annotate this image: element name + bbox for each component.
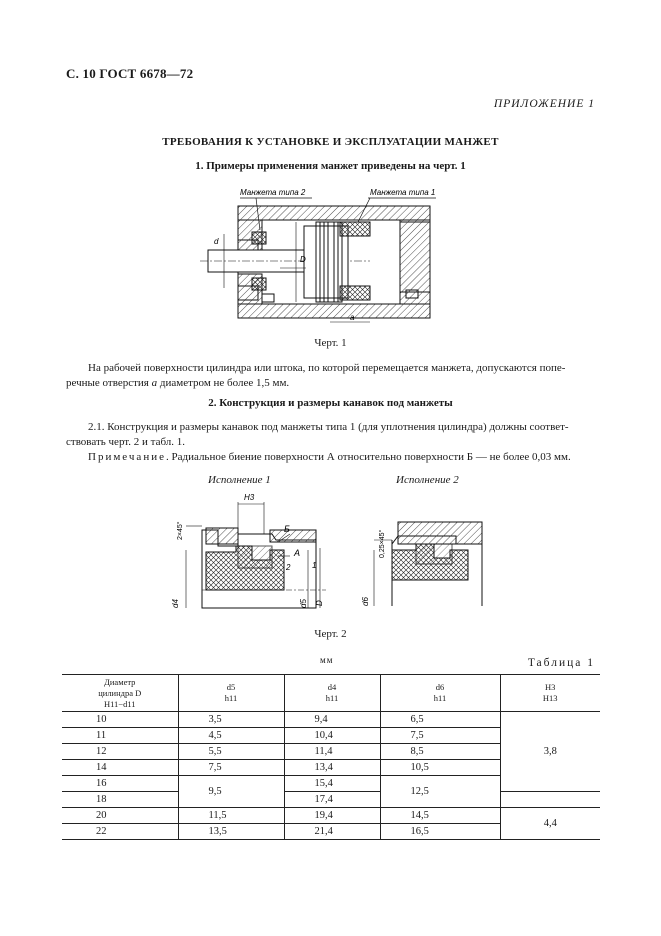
table-row — [62, 808, 600, 824]
note-text: . Радиальное биение поверхности А относительно поверхности Б — не более 0,03 мм. — [165, 451, 571, 463]
table-cell-h3-group2: 4,4 — [500, 808, 600, 840]
table-cell: 13,5 — [178, 824, 284, 840]
table-cell: 10 — [62, 712, 178, 728]
table-cell: 11,4 — [284, 744, 380, 760]
table-cell: 6,5 — [380, 712, 500, 728]
table-cell: 20 — [62, 808, 178, 824]
dimensions-table — [62, 674, 600, 840]
table-cell: 16,5 — [380, 824, 500, 840]
item-1-heading: 1. Примеры применения манжет приведены на черт. 1 — [195, 160, 466, 172]
table-cell: 5,5 — [178, 744, 284, 760]
table-cell: 11 — [62, 728, 178, 744]
col-header-d5 — [178, 675, 284, 712]
figure-2-variant-2-drawing — [356, 510, 492, 610]
fig2-dim-chamfer2: 0,25×45° — [379, 529, 386, 558]
col-header-diameter-l1: Диаметр — [104, 676, 136, 687]
note-word: Примечание — [88, 451, 166, 463]
fig2-dim-H3: H3 — [244, 493, 255, 502]
table-cell: 22 — [62, 824, 178, 840]
table-cell: 9,4 — [284, 712, 380, 728]
col-header-d6-l2: h11 — [433, 693, 447, 703]
col-header-d6-l1: d6 — [435, 682, 445, 692]
fig2-dim-d5: d5 — [299, 599, 308, 608]
variant-2-label: Исполнение 2 — [396, 474, 459, 486]
paragraph-holes-line1: На рабочей поверхности цилиндра или штока, по которой перемещается манжета, допускаются попе- — [88, 362, 566, 374]
paragraph-grooves-line2: ствовать черт. 2 и табл. 1. — [66, 436, 186, 448]
table-cell: 12 — [62, 744, 178, 760]
figure-2-variant-1-drawing — [166, 490, 336, 615]
table-cell: 9,5 — [178, 776, 284, 808]
table-cell: 7,5 — [380, 728, 500, 744]
fig1-dim-D: D — [300, 255, 306, 264]
table-row — [62, 712, 600, 728]
paragraph-holes-line2 — [66, 376, 598, 391]
figure-1-drawing — [200, 182, 450, 330]
table-cell: 21,4 — [284, 824, 380, 840]
page-header: С. 10 ГОСТ 6678—72 — [66, 66, 194, 81]
col-header-d4-l2: h11 — [325, 693, 339, 703]
table-cell: 16 — [62, 776, 178, 792]
table-cell: 15,4 — [284, 776, 380, 792]
fig2-label-B: Б — [284, 524, 290, 534]
col-header-d6 — [380, 675, 500, 712]
col-header-diameter-l3: H11−d11 — [103, 698, 136, 709]
paragraph-grooves — [66, 420, 598, 465]
col-header-d5-l2: h11 — [224, 693, 238, 703]
fig2-dim-d6: d6 — [361, 597, 370, 606]
fig2-label-A: А — [294, 548, 301, 558]
fig2-dim-chamfer1: 2×45° — [177, 521, 184, 540]
fig2-num2: 2 — [286, 563, 291, 572]
col-header-diameter — [62, 675, 178, 712]
col-header-h3-l2: H13 — [542, 693, 558, 703]
table-cell: 14,5 — [380, 808, 500, 824]
paragraph-holes-text-b: диаметром не более 1,5 мм. — [157, 377, 290, 389]
table-cell: 14 — [62, 760, 178, 776]
table-cell: 18 — [62, 792, 178, 808]
fig1-dim-a: a — [350, 313, 355, 322]
table-cell: 7,5 — [178, 760, 284, 776]
col-header-d5-l1: d5 — [226, 682, 236, 692]
units-label: мм — [320, 655, 334, 665]
table-cell: 12,5 — [380, 776, 500, 808]
paragraph-grooves-line1: 2.1. Конструкция и размеры канавок под манжеты типа 1 (для уплотнения цилиндра) должны соответ- — [88, 421, 569, 433]
figure-2-caption: Черт. 2 — [314, 628, 347, 640]
table-cell: 13,4 — [284, 760, 380, 776]
col-header-d4-l1: d4 — [327, 682, 337, 692]
paragraph-holes — [66, 361, 598, 391]
table-cell: 17,4 — [284, 792, 380, 808]
item-2-heading: 2. Конструкция и размеры канавок под манжеты — [208, 397, 453, 409]
section-title: ТРЕБОВАНИЯ К УСТАНОВКЕ И ЭКСПЛУАТАЦИИ МАНЖЕТ — [162, 136, 499, 148]
table-cell: 19,4 — [284, 808, 380, 824]
table-cell: 10,5 — [380, 760, 500, 776]
appendix-label: ПРИЛОЖЕНИЕ 1 — [493, 98, 595, 110]
variant-1-label: Исполнение 1 — [208, 474, 271, 486]
note-line — [66, 450, 598, 465]
table-cell: 11,5 — [178, 808, 284, 824]
fig1-label-type2: Манжета типа 2 — [240, 188, 306, 197]
fig1-label-type1: Манжета типа 1 — [370, 188, 436, 197]
paragraph-holes-text-a: речные отверстия — [66, 377, 152, 389]
table-cell: 3,5 — [178, 712, 284, 728]
fig2-dim-D: D — [315, 600, 324, 606]
fig2-dim-d4: d4 — [171, 599, 180, 608]
table-name: Таблица 1 — [527, 657, 595, 669]
col-header-h3-l1: H3 — [545, 682, 556, 692]
col-header-d4 — [284, 675, 380, 712]
table-cell-h3-group1: 3,8 — [500, 712, 600, 792]
table-row — [62, 792, 600, 808]
fig1-dim-d: d — [214, 237, 219, 246]
figure-1-caption: Черт. 1 — [314, 337, 347, 349]
table-cell: 8,5 — [380, 744, 500, 760]
fig2-num1: 1 — [312, 561, 317, 570]
table-cell: 10,4 — [284, 728, 380, 744]
col-header-h3 — [500, 675, 600, 712]
table-header-row — [62, 675, 600, 712]
paragraph-holes-var: a — [151, 377, 158, 389]
col-header-diameter-l2: цилиндра D — [98, 687, 142, 698]
table-cell: 4,5 — [178, 728, 284, 744]
